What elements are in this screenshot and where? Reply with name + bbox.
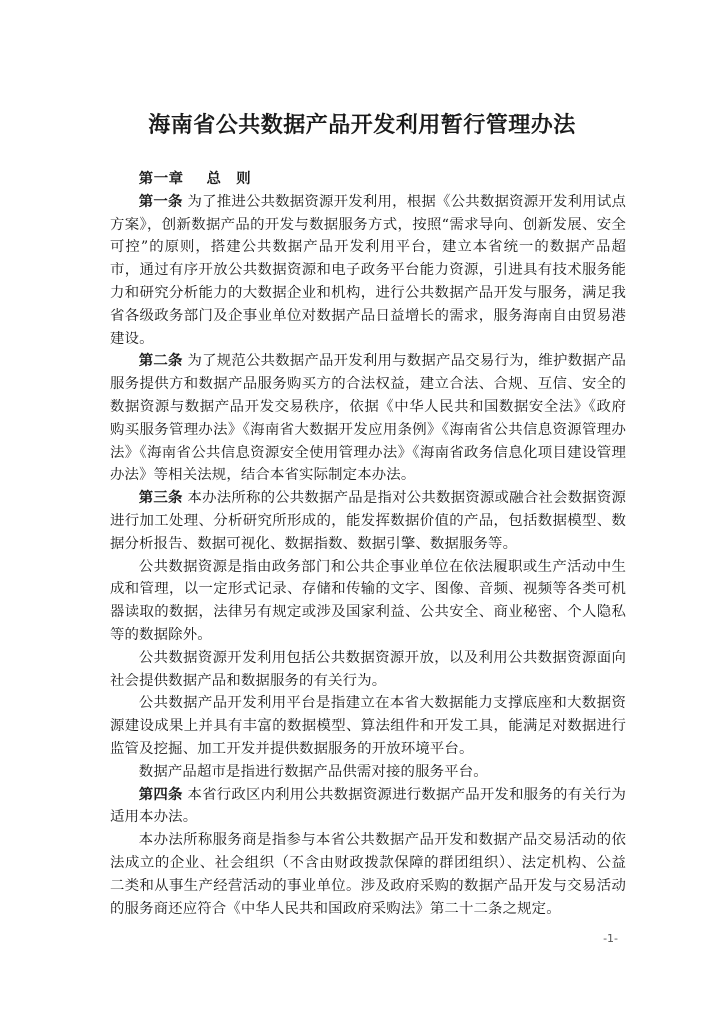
article-label: 第四条 xyxy=(138,786,183,803)
paragraph xyxy=(110,829,626,920)
paragraph xyxy=(110,556,626,647)
article-label: 第一条 xyxy=(138,193,183,210)
paragraph xyxy=(110,692,626,760)
article-text: 为了推进公共数据资源开发利用，根据《公共数据资源开发利用试点方案》，创新数据产品的开发与数据服务方式，按照“需求导向、创新发展、安全可控”的原则，搭建公共数据产品开发利用平台，建立本省统一的数据产品超市，通过有序开放公共数据资源和电子政务平台能力资源，引进具有技术服务能力和研究分析能力的大数据企业和机构，进行公共数据产品开发与服务，满足我省各级政务部门及企事业单位对数据产品日益增长的需求，服务海南自由贸易港建设。 xyxy=(110,193,626,347)
paragraph-text: 公共数据资源是指由政务部门和公共企事业单位在依法履职或生产活动中生成和管理，以一定形式记录、存储和传输的文字、图像、音频、视频等各类可机器读取的数据，法律另有规定或涉及国家利益、公共安全、商业秘密、个人隐私等的数据除外。 xyxy=(110,558,626,643)
article-text: 本省行政区内利用公共数据资源进行数据产品开发和服务的有关行为适用本办法。 xyxy=(110,786,626,826)
paragraph xyxy=(110,761,626,784)
page-number: -1- xyxy=(603,932,618,945)
chapter-heading xyxy=(110,168,626,191)
document-body xyxy=(110,168,626,920)
article-1 xyxy=(110,191,626,351)
chapter-number: 第一章 xyxy=(138,171,184,187)
chapter-name: 总 则 xyxy=(206,171,252,187)
article-4 xyxy=(110,784,626,830)
paragraph-text: 本办法所称服务商是指参与本省公共数据产品开发和数据产品交易活动的依法成立的企业、社会组织（不含由财政拨款保障的群团组织）、法定机构、公益二类和从事生产经营活动的事业单位。涉及政府采购的数据产品开发与交易活动的服务商还应符合《中华人民共和国政府采购法》第二十二条之规定。 xyxy=(110,832,626,917)
article-text: 本办法所称的公共数据产品是指对公共数据资源或融合社会数据资源进行加工处理、分析研究所形成的，能发挥数据价值的产品，包括数据模型、数据分析报告、数据可视化、数据指数、数据引擎、数据服务等。 xyxy=(110,490,626,552)
article-label: 第二条 xyxy=(138,353,183,370)
article-label: 第三条 xyxy=(138,490,183,507)
paragraph-text: 公共数据资源开发利用包括公共数据资源开放，以及利用公共数据资源面向社会提供数据产品和数据服务的有关行为。 xyxy=(110,649,626,689)
paragraph xyxy=(110,647,626,693)
article-text: 为了规范公共数据产品开发利用与数据产品交易行为，维护数据产品服务提供方和数据产品服务购买方的合法权益，建立合法、合规、互信、安全的数据资源与数据产品开发交易秩序，依据《中华人民共和国数据安全法》《政府购买服务管理办法》《海南省大数据开发应用条例》《海南省公共信息资源管理办法》《海南省公共信息资源安全使用管理办法》《海南省政务信息化项目建设管理办法》等相关法规，结合本省实际制定本办法。 xyxy=(110,353,626,484)
paragraph-text: 数据产品超市是指进行数据产品供需对接的服务平台。 xyxy=(138,763,488,780)
article-2 xyxy=(110,350,626,487)
article-3 xyxy=(110,487,626,555)
document-title: 海南省公共数据产品开发利用暂行管理办法 xyxy=(148,113,576,138)
paragraph-text: 公共数据产品开发利用平台是指建立在本省大数据能力支撑底座和大数据资源建设成果上并具有丰富的数据模型、算法组件和开发工具，能满足对数据进行监管及挖掘、加工开发并提供数据服务的开放环境平台。 xyxy=(110,695,626,757)
